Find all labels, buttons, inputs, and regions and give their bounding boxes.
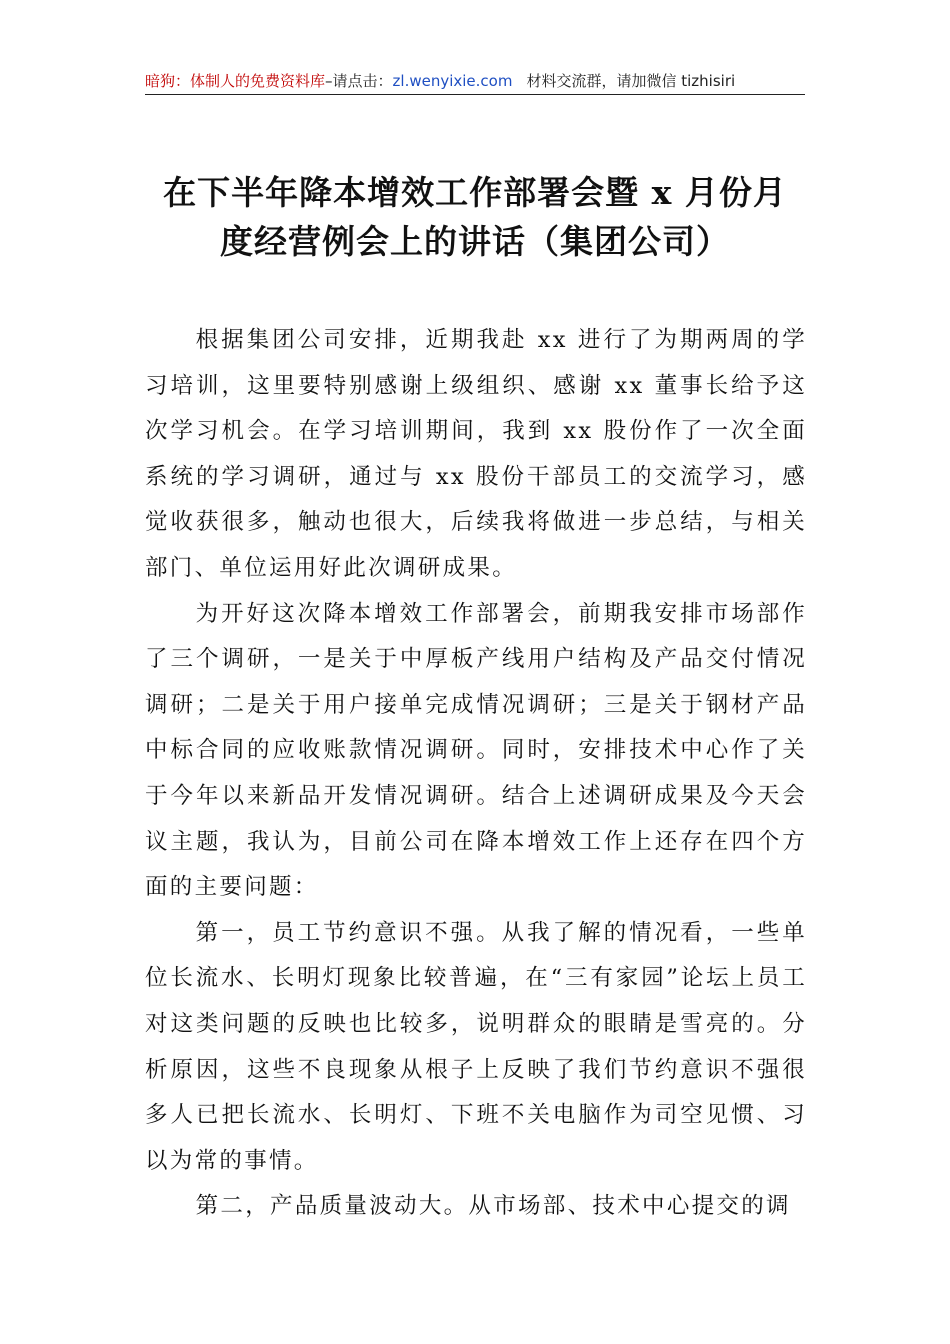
paragraph: 为开好这次降本增效工作部署会，前期我安排市场部作了三个调研，一是关于中厚板产线用户结构及产品交付情况调研；二是关于用户接单完成情况调研；三是关于钢材产品中标合同的应收账款情况调研。同时，安排技术中心作了关于今年以来新品开发情况调研。结合上述调研成果及今天会议主题，我认为，目前公司在降本增效工作上还存在四个方面的主要问题： (145, 600, 807, 901)
header-link[interactable]: zl.wenyixie.com (392, 72, 513, 90)
title-line-1: 在下半年降本增效工作部署会暨 x 月份月 (163, 173, 787, 212)
page-header (145, 70, 805, 95)
document-title (140, 168, 810, 266)
title-line-2: 度经营例会上的讲话（集团公司） (220, 222, 730, 261)
document-body (145, 318, 807, 1230)
paragraph: 根据集团公司安排，近期我赴 xx 进行了为期两周的学习培训，这里要特别感谢上级组织、感谢 xx 董事长给予这次学习机会。在学习培训期间，我到 xx 股份作了一次全面系统的学习调研，通过与 xx 股份干部员工的交流学习，感觉收获很多，触动也很大，后续我将做进一步总结，与相关部门、单位运用好此次调研成果。 (145, 327, 807, 581)
header-prompt: –请点击： (325, 72, 393, 90)
header-brand: 暗狗：体制人的免费资料库 (145, 72, 326, 90)
paragraph: 第二，产品质量波动大。从市场部、技术中心提交的调 (195, 1193, 791, 1220)
paragraph: 第一，员工节约意识不强。从我了解的情况看，一些单位长流水、长明灯现象比较普遍，在“三有家园”论坛上员工对这类问题的反映也比较多，说明群众的眼睛是雪亮的。分析原因，这些不良现象从根子上反映了我们节约意识不强很多人已把长流水、长明灯、下班不关电脑作为司空见惯、习以为常的事情。 (145, 919, 807, 1174)
header-group-note: 材料交流群，请加微信 tizhisiri (526, 72, 736, 90)
